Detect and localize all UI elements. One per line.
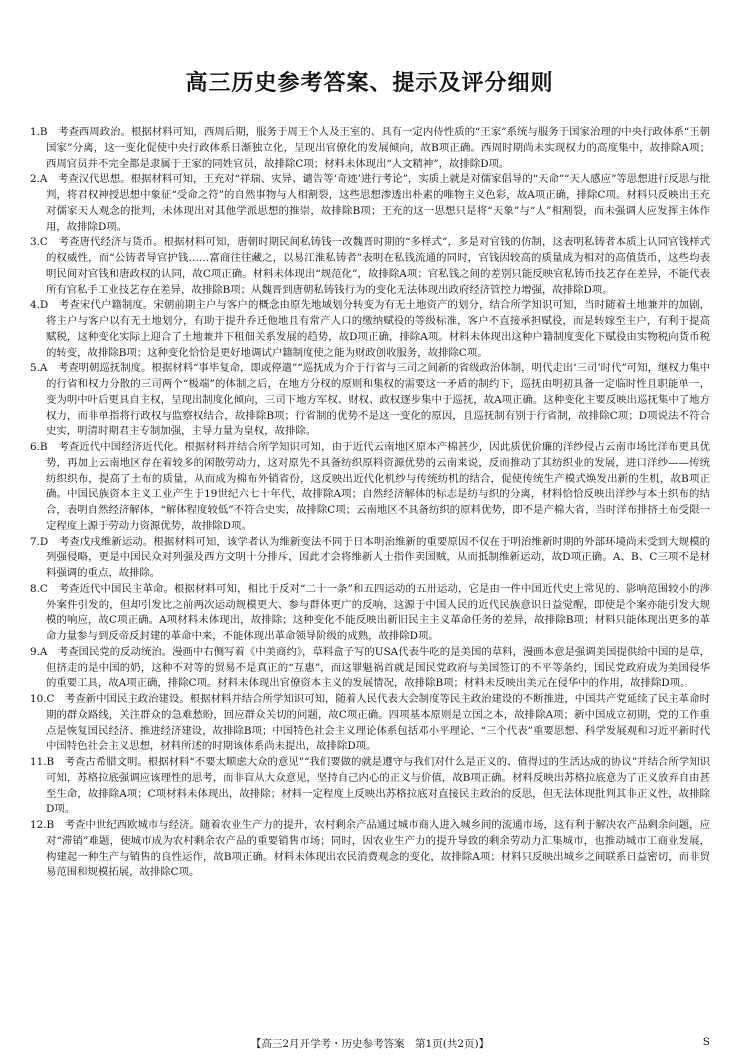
item-text: B 考查古希腊文明。根据材料“不要太顺虑大众的意见”“我们要做的就是遵守与我们对什么是正义的、值得过的生活达成的协议”并结合所学知识可知，苏格拉底强调应该理性的思考，而非盲从大众意见，坚持自己内心的正义与价值，故B项正确。材料反映出苏格拉底意为了正义放弃自由甚至生命，故排除A项；C项材料未体现出，故排除；材料一定程度上反映出苏格拉底对直接民主政治的反思，但无法体现批判其非正义性，故排除D项。 — [46, 756, 710, 816]
item-number: 4. — [30, 299, 40, 312]
item-number: 1. — [30, 126, 40, 138]
answer-item-12 — [30, 818, 710, 881]
item-text: B 考查西周政治。根据材料可知，西周后期，服务于周王个人及王室的、具有一定内侍性质的“王家”系统与服务于国家治理的中央行政体系“王朝国家”分离，这一变化促使中央行政体系日渐独立化，呈现出官僚化的发展倾向，故B项正确。西周时期尚未实现权力的高度集中，故排除A项；西周官员并不完全都是隶属于王家的同姓官员，故排除C项；材料未体现出“人文精神”，故排除D项。 — [39, 126, 710, 170]
item-number: 7. — [30, 535, 40, 548]
footer-version-mark: S — [702, 1036, 710, 1048]
item-text: C 考查新中国民主政治建设。根据材料并结合所学知识可知，随着人民代表大会制度等民主政治建设的不断推进，中国共产党延续了民主革命时期的群众路线，关注群众的急难愁盼，回应群众关切的问题，故C项正确。四项基本原则是立国之本，故排除A项；新中国成立初期，党的工作重点是恢复国民经济、推进经济建设，故排除B项；中国特色社会主义理论体系包括邓小平理论、“三个代表”重要思想、科学发展观和习近平新时代中国特色社会主义思想，材料所述的时期该体系尚未提出，故排除D项。 — [46, 693, 710, 753]
item-text: A 考查汉代思想。根据材料可知，王充对“祥瑞、灾异、谴告等‘奇迹’进行考论”，实质上就是对儒家倡导的“天命”“天人感应”等思想进行反思与批判，将君权神授思想中象征“受命之符”的自然事物与人相割裂，这些思想渗透出朴素的唯物主义色彩，故A项正确，排除C项。材料只反映出王充对儒家天人观念的批判，未体现出对其他学派思想的推崇，故排除B项；王充的这一思想只是将“天象”与“人”相割裂，而未强调人应发挥主体作用，故排除D项。 — [39, 173, 710, 233]
answer-item-7 — [30, 535, 710, 582]
answer-item-2 — [30, 172, 710, 235]
item-number: 10. — [30, 693, 47, 705]
item-text: A 考查国民党的反动统治。漫画中右侧写着《中美商约》，草料盒子写的USA代表牛吃的是美国的草料，漫画本意是强调美国提供给中国的是草，但挤走的是中国的奶，这种不对等的贸易不是真正的“互惠”，而这罪魁祸首就是国民党政府与美国签订的不平等条约，国民党政府成为美国侵华的重要工具，故A项正确，排除C项。材料未体现出官僚资本主义的发展情况，故排除B项；材料未反映出美元在侵华中的作用，故排除D项。 — [39, 645, 710, 690]
item-number: 8. — [30, 582, 40, 595]
item-text: A 考查明朝巡抚制度。根据材料“事毕复命，即或停遣”“巡抚成为介于行省与三司之间新的省级政治体制，明代走出‘三司’时代”可知，继权力集中的行省和权力分散的三司两个“极端”的体制之后，在地方分权的原则和集权的需要这一矛盾的制约下，巡抚由明初具备一定临时性且职能单一，变为明中叶后更具自主权，呈现出制度化倾向，三司下地方军权、财权、政权逐步集中于巡抚，故A项正确。这种变化主要反映出巡抚集中了地方权力，而非单指将行政权与监察权结合，故排除B项；行省制的优势不是这一变化的原因，且巡抚制有别于行省制，故排除C项；D项说法不符合史实，明清时期君主专制加强，主导力量为皇权，故排除。 — [39, 362, 710, 438]
item-number: 6. — [30, 441, 40, 453]
item-number: 3. — [30, 236, 40, 249]
item-text: C 考查近代中国民主革命。根据材料可知，相比于反对“二十一条”和五四运动的五卅运动，它是由一件中国近代史上常见的、影响范围较小的涉外案件引发的，但却引发比之前两次运动规模更大、参与群体更广的反响，这源于中国人民的近代民族意识日益觉醒，即使是个案亦能引发大规模的响应，故C项正确。A项材料未体现出，故排除；这种变化不能反映出新旧民主主义革命任务的差异，故排除B项；材料只能体现出更多的革命力量参与到反帝反封建的革命中来，不能体现出革命领导阶级的成熟，故排除D项。 — [39, 582, 710, 642]
answer-item-11 — [30, 755, 710, 818]
item-number: 2. — [30, 173, 40, 186]
page-footer — [30, 1036, 710, 1052]
answer-item-4 — [30, 298, 710, 361]
answer-item-3 — [30, 235, 710, 298]
answer-item-1 — [30, 125, 710, 172]
item-text: B 考查中世纪西欧城市与经济。随着农业生产力的提升，农村剩余产品通过城市商人进入城乡间的流通市场，这有利于解决农产品剩余问题，应对“滞销”难题，使城市成为农村剩余农产品的重要销售市场；同时，因农业生产力的提升导致的剩余劳动力汇集城市，也推动城市工商业发展，构建起一种生产与销售的良性运作，故B项正确。材料未体现出农民消费观念的变化，故排除A项；材料只反映出城乡之间联系日益密切，而非贸易范围和规模拓展，故排除C项。 — [46, 819, 710, 879]
item-number: 11. — [30, 756, 47, 768]
answer-item-8 — [30, 582, 710, 645]
item-text: D 考查宋代户籍制度。宋朝前期主户与客户的概念由原先地域划分转变为有无土地资产的划分，结合所学知识可知，当时随着土地兼并的加剧，将主户与客户以有无土地划分，有助于提升乔迁他地且有常产人口的缴纳赋役的等级标准，客户不直接承担赋役，而是转嫁至主户，有利于提高赋税，这种变化实际上迎合了土地兼并下租佃关系发展的趋势，故D项正确，排除A项。材料未体现出这种户籍制度变化下赋役由实物税向货币税的转变，故排除B项；这种变化恰恰是更好地调试户籍制度使之能为财政创收服务，故排除C项。 — [39, 299, 710, 359]
footer-page-label: 【高三2月开学考・历史参考答案 第1页(共2页)】 — [250, 1038, 490, 1050]
answer-item-5 — [30, 361, 710, 440]
answer-list — [30, 125, 710, 881]
item-number: 9. — [30, 645, 40, 658]
item-text: C 考查唐代经济与货币。根据材料可知，唐朝时期民间私铸钱一改魏晋时期的“多样式”，多是对官钱的仿制，这表明私铸者本质上认同官钱样式的权威性，而“公铸者导官护钱……富商往往藏之，以易江淮私铸者”表明在私钱流通的同时，官钱因较高的质量成为相对的高值货币，这些均表明民间对官钱和唐政权的认同，故C项正确。材料未体现出“规范化”，故排除A项；官私钱之间的差别只能反映官私铸币技艺存在差异，不能代表所有官私手工业技艺存在差异，故排除B项；从魏晋到唐朝私铸钱行为的变化无法体现出政府经济管控力增强，故排除D项。 — [39, 236, 710, 296]
answer-item-9 — [30, 645, 710, 692]
item-text: B 考查近代中国经济近代化。根据材料并结合所学知识可知，由于近代云南地区原本产棉甚少，因此质优价廉的洋纱侵占云南市场比洋布更具优势，再加上云南地区存在着较多的闲散劳动力，这对原先不具备纺织原料资源优势的云南来说，反而推动了其纺织业的发展，进口洋纱——传统纺织织布，提高了土布的质量，从而成为棉布外销省份，这反映出近代化机纱与传统纺机的结合，促使传统生产模式焕发出新的生机，故B项正确。中国民族资本主义工业产生于19世纪六七十年代，故排除A项；自然经济解体的标志是纺与织的分离，材料恰恰反映出洋纱与本土织布的结合，表明自然经济解体，“解体程度较低”不符合史实，故排除C项；云南地区不具备纺织的原料优势，即不是产棉大省，当时洋布排挤土布受限一定程度上源于劳动力资源优势，故排除D项。 — [39, 441, 710, 532]
page-title: 高三历史参考答案、提示及评分细则 — [185, 71, 554, 96]
answer-item-10 — [30, 692, 710, 755]
item-text: D 考查戊戌维新运动。根据材料可知，该学者认为维新变法不同于日本明治维新的重要原因不仅在于明治维新时期的外部环境尚未受到大规模的列强侵略，更是中国民众对列强及西方文明十分排斥，因此才会将维新人士指作卖国贼，从而抵制维新运动，故D项正确。A、B、C三项不是材料强调的重点，故排除。 — [39, 535, 710, 579]
item-number: 5. — [30, 362, 40, 375]
answer-item-6 — [30, 440, 710, 535]
item-number: 12. — [30, 819, 47, 831]
